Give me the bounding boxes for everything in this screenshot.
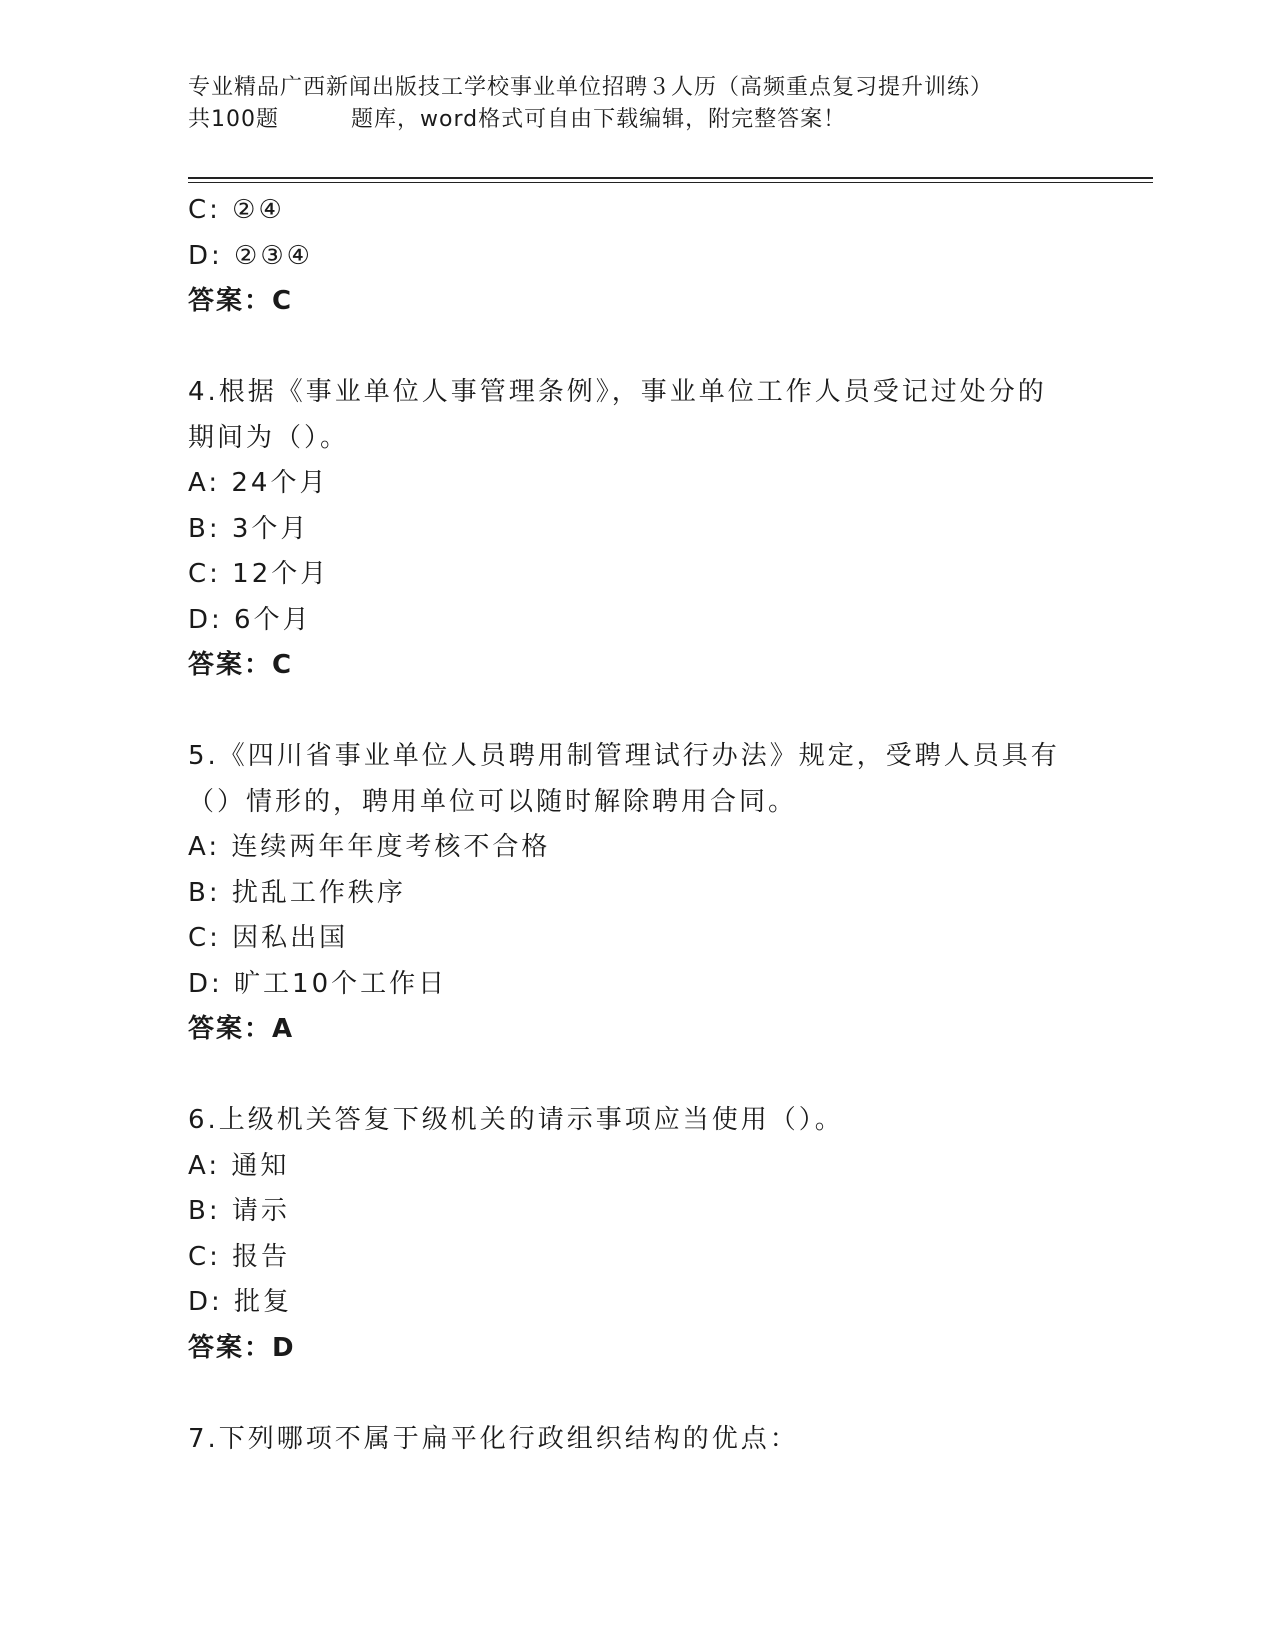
q6-answer: 答案：D [188,1332,296,1363]
q6-option-c: C: 报告 [188,1241,291,1272]
q5-option-a: A: 连续两年年度考核不合格 [188,832,551,862]
q5-option-d: D: 旷工10个工作日 [188,968,448,999]
q5-option-c: C: 因私出国 [188,923,349,953]
q4-stem-line1: 4.根据《事业单位人事管理条例》，事业单位工作人员受记过处分的 [188,377,1047,407]
q5-stem-line1: 5.《四川省事业单位人员聘用制管理试行办法》规定，受聘人员具有 [188,741,1060,771]
header-question-count: 共100题 [188,107,279,132]
q5-answer: 答案：A [188,1014,295,1044]
q6-option-d: D: 批复 [188,1287,293,1317]
header-subtitle-line [188,104,1088,136]
header-description: 题库，word格式可自由下载编辑，附完整答案！ [351,107,847,132]
q6-stem-line1: 6.上级机关答复下级机关的请示事项应当使用（）。 [188,1105,844,1135]
q3-answer: 答案：C [188,286,294,316]
q6-option-a: A: 通知 [188,1150,290,1181]
q3-option-c: C: ②④ [188,195,285,225]
q4-stem-line2: 期间为（）。 [188,422,350,453]
q6-option-b: B: 请示 [188,1196,290,1226]
q4-option-d: D: 6个月 [188,604,312,635]
q4-option-c: C: 12个月 [188,559,330,589]
page-header [188,72,1088,136]
q4-option-a: A: 24个月 [188,468,329,498]
header-divider-thick [188,177,1153,179]
q3-option-d: D: ②③④ [188,240,313,271]
q5-stem-line2: （）情形的，聘用单位可以随时解除聘用合同。 [188,786,798,817]
question-list [188,188,1088,1462]
header-divider-thin [188,182,1153,183]
q4-answer: 答案：C [188,650,294,680]
header-title-line: 专业精品广西新闻出版技工学校事业单位招聘３人历（高频重点复习提升训练） [188,75,994,100]
q7-stem-line1: 7.下列哪项不属于扁平化行政组织结构的优点： [188,1423,799,1454]
q4-option-b: B: 3个月 [188,513,310,544]
q5-option-b: B: 扰乱工作秩序 [188,877,406,908]
